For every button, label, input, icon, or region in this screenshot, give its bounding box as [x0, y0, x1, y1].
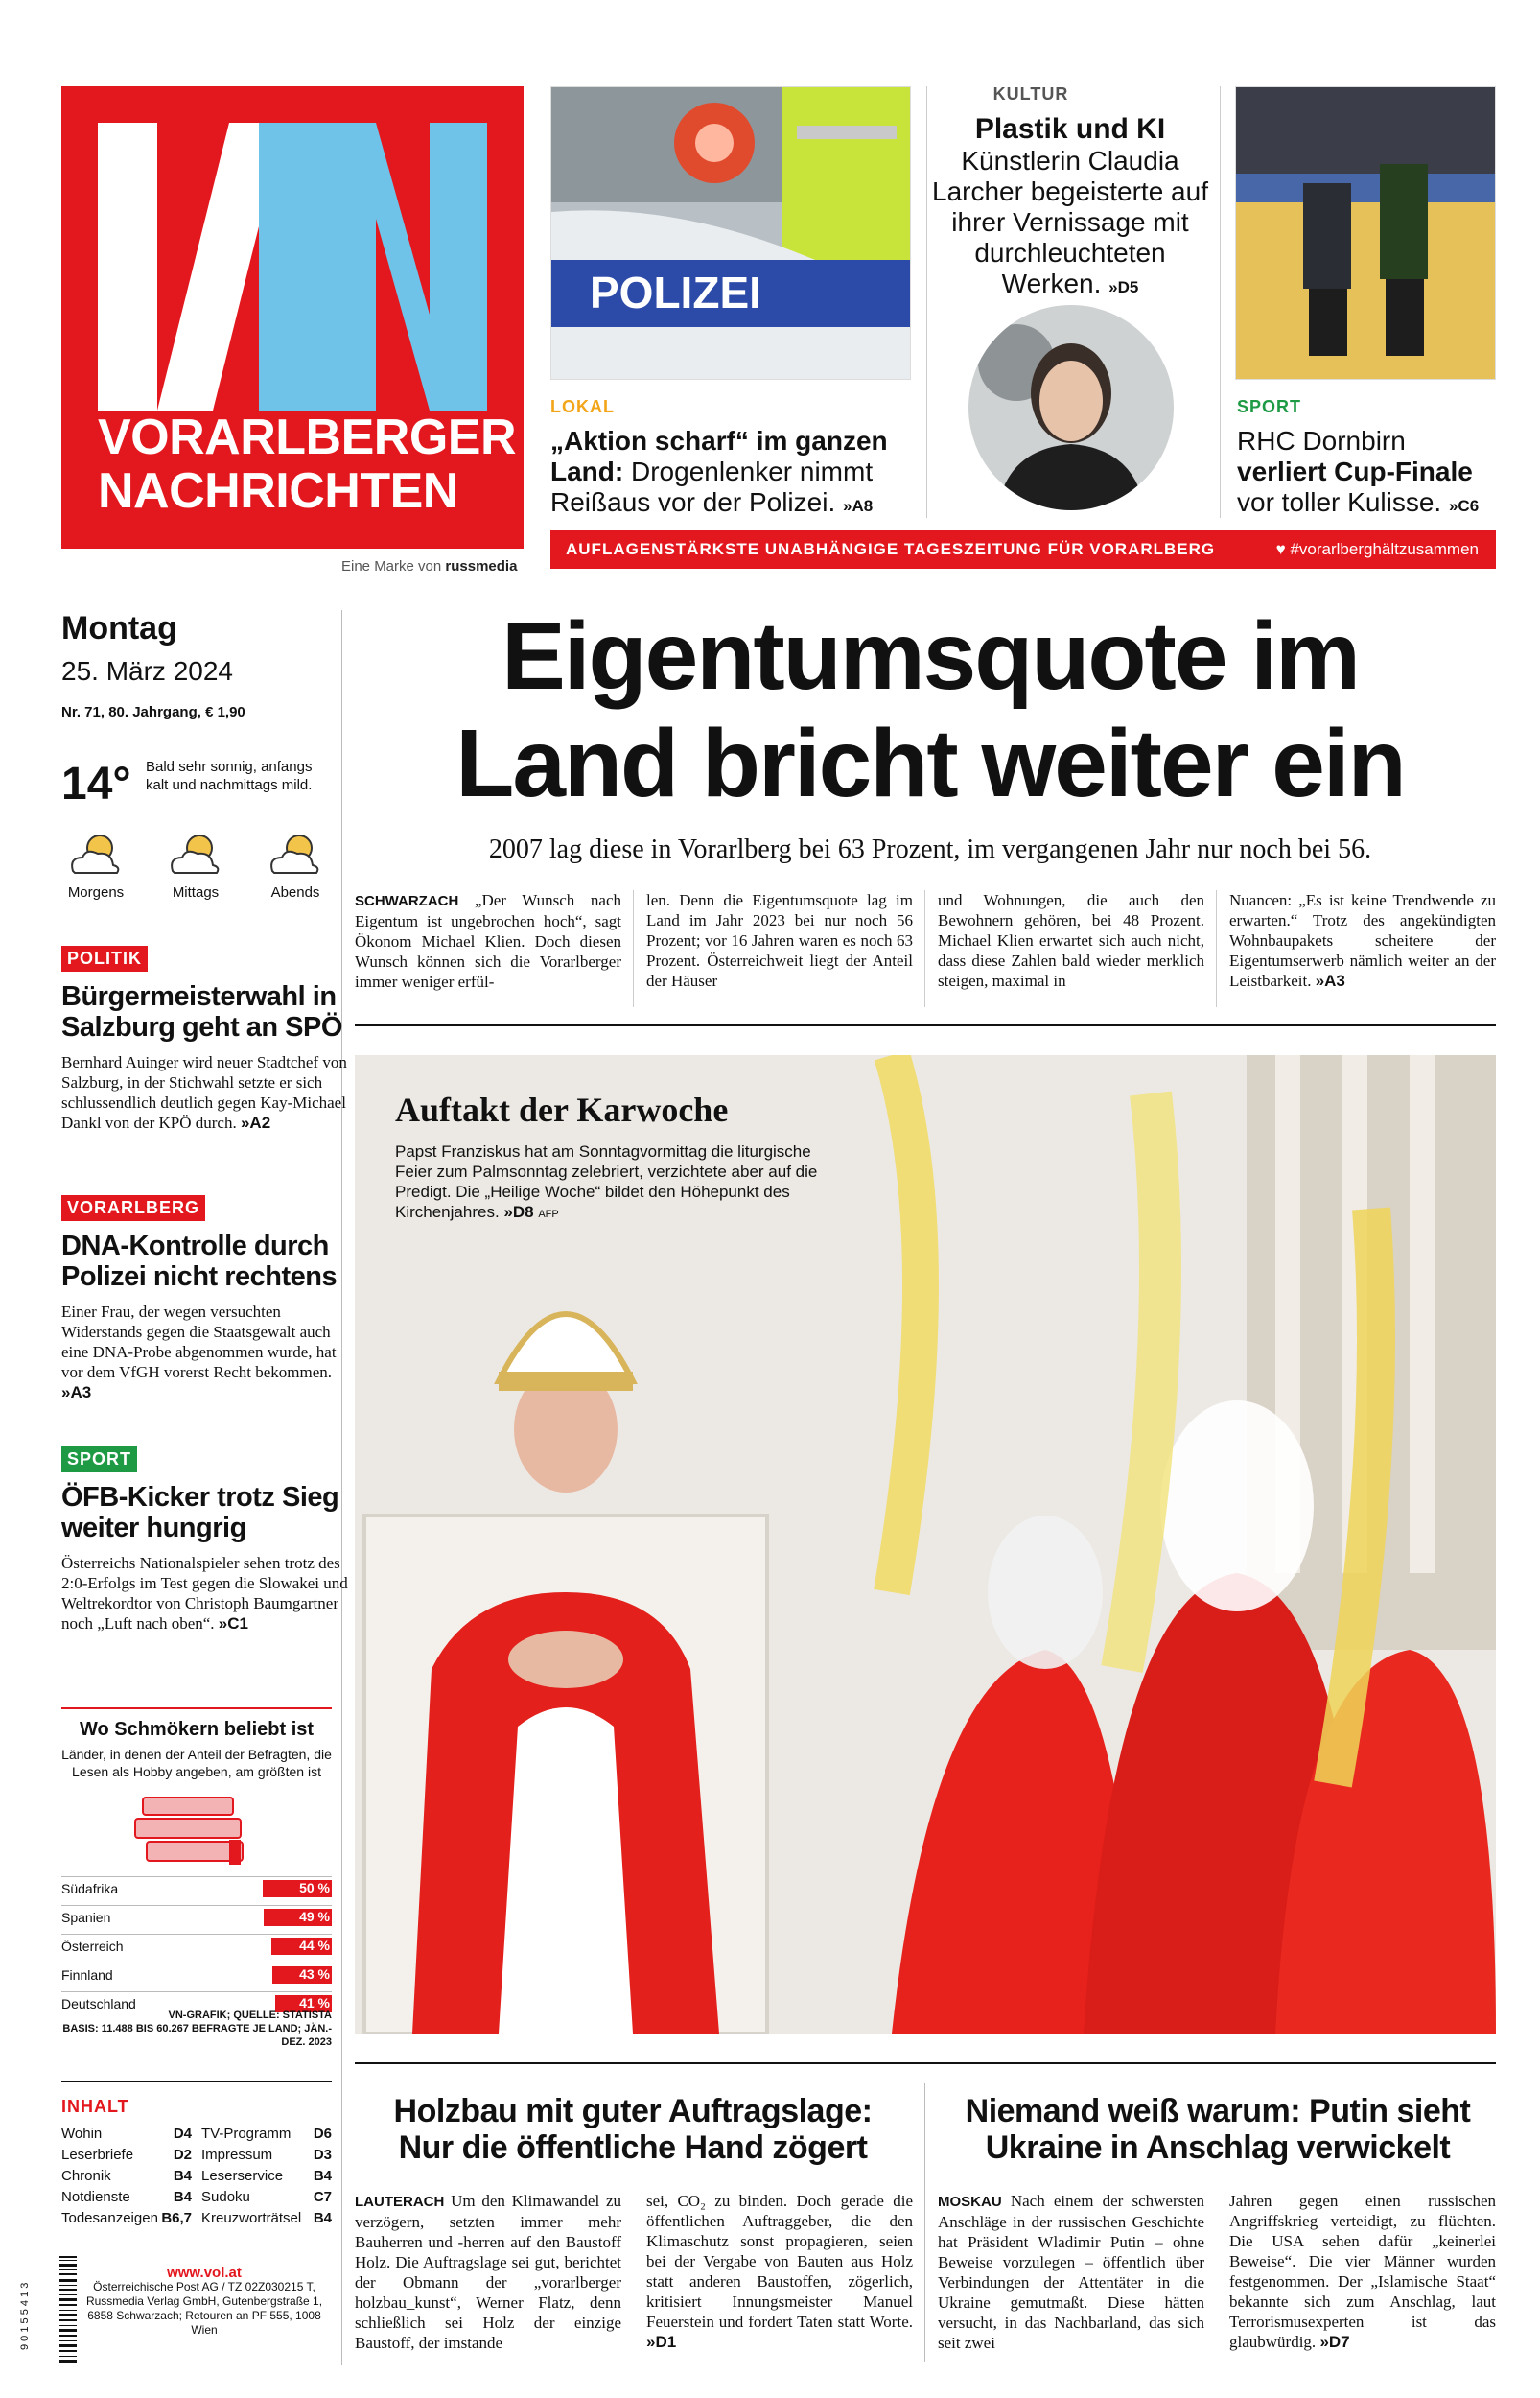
weather-text: Bald sehr sonnig, anfangs kalt und nachmittags mild. [146, 759, 313, 793]
toc-label: Todesanzeigen [61, 2210, 158, 2226]
toc-item[interactable] [201, 2210, 332, 2229]
toc-item[interactable] [61, 2147, 192, 2166]
section-label-politik: POLITIK [61, 946, 148, 972]
bottom-right-column-2: Jahren gegen einen russischen Angriffskrieg verteidigt, zu flüchten. Die USA sehen dafür „keinerlei Beweise“. Die vier Männer wurden festgenommen. Der „Islamische Staat“ bekannte sich zum Anschlag, laut Terrorismusexperten ist das glaubwürdig. »D7 [1229, 2192, 1496, 2351]
date: 25. März 2024 [61, 656, 233, 686]
chart-row [61, 1934, 332, 1957]
site-link[interactable]: www.vol.at [167, 2265, 242, 2281]
chart-category-label: Südafrika [61, 1881, 119, 1896]
section-label-sport: SPORT [61, 1446, 137, 1472]
toc-label: Wohin [61, 2126, 103, 2142]
side-story-head: DNA-Kontrolle durch Polizei nicht rechtens [61, 1231, 338, 1292]
bottom-right-column-1: MOSKAU Nach einem der schwersten Anschläge in der russischen Geschichte hat Präsident Wladimir Putin – ohne Beweise vorzulegen – öffentlich über Verbindungen der Attentäter in die Ukraine gemutmaßt. Diese hätten versucht, in das Nachbarland, das sich seit zwei [938, 2192, 1204, 2352]
toc-label: Leserbriefe [61, 2147, 134, 2163]
chart-row [61, 1876, 332, 1899]
photo-title[interactable]: Auftakt der Karwoche [395, 1091, 729, 1129]
side-story-body: Bernhard Auinger wird neuer Stadtchef von Salzburg, in der Stichwahl setzte er sich schlussendlich deutlich gegen Kay-Michael Dankl von der KPÖ durch. »A2 [61, 1053, 347, 1132]
chart-value-label: 44 % [299, 1938, 330, 1953]
chart-row [61, 1905, 332, 1928]
toc-item[interactable] [61, 2126, 192, 2145]
side-story-body: Österreichs Nationalspieler sehen trotz des 2:0-Erfolgs im Test gegen die Slowakei und Weltrekordtor von Christoph Baumgartner noch „Luft nach oben“. »C1 [61, 1554, 348, 1633]
sport-kicker: SPORT [1237, 397, 1302, 416]
toc-label: TV-Programm [201, 2126, 292, 2142]
rollhockey-photo [1235, 86, 1496, 380]
toc-page: B4 [173, 2168, 192, 2184]
lead-headline[interactable]: Eigentumsquote im Land bricht weiter ein [455, 602, 1405, 817]
teaser-divider [1220, 86, 1221, 518]
chart-value-label: 43 % [299, 1966, 330, 1982]
toc-label: Chronik [61, 2168, 111, 2184]
books-icon [129, 1792, 254, 1873]
chart-subtitle: Länder, in denen der Anteil der Befragten, die Lesen als Hobby angeben, am größten ist [61, 1747, 332, 1779]
bottom-right-headline[interactable]: Niemand weiß warum: Putin sieht Ukraine in Anschlag verwickelt [965, 2093, 1471, 2166]
toc-item[interactable] [201, 2189, 332, 2208]
masthead-logo [61, 86, 524, 549]
toc-item[interactable] [201, 2126, 332, 2145]
side-story-head: ÖFB-Kicker trotz Sieg weiter hungrig [61, 1482, 339, 1543]
toc-label: Sudoku [201, 2189, 250, 2205]
kultur-head[interactable]: Plastik und KI [974, 113, 1166, 145]
bottom-left-headline[interactable]: Holzbau mit guter Auftragslage: Nur die öffentliche Hand zögert [393, 2093, 873, 2166]
sun-cloud-icon [261, 827, 330, 881]
kultur-kicker: KULTUR [992, 84, 1069, 104]
toc-page: D6 [313, 2126, 332, 2142]
weather-forecast [61, 827, 332, 913]
weather-morning: Morgens [61, 827, 130, 901]
chart-category-label: Österreich [61, 1939, 124, 1954]
bottom-left-column-1: LAUTERACH Um den Klimawandel zu verzögern, setzten immer mehr Bauherren und -herren auf den Baustoff Holz. Die Auftragslage sei gut, berichtet der Obmann der „vorarlberger holzbau_kunst“, Werner Flatz, denn schließlich sei Holz der einzige Baustoff, der imstande [355, 2192, 621, 2352]
sun-cloud-icon [61, 827, 130, 881]
lokal-teaser[interactable]: „Aktion scharf“ im ganzen Land: Drogenlenker nimmt Reißaus vor der Polizei. »A8 [550, 426, 888, 517]
temperature: 14° [61, 759, 131, 810]
toc-label: Impressum [201, 2147, 273, 2163]
toc-label: Kreuzworträtsel [201, 2210, 302, 2226]
side-story-head: Bürgermeisterwahl in Salzburg geht an SPÖ [61, 981, 342, 1043]
side-story-sport[interactable] [61, 1446, 349, 1634]
lead-column-2: len. Denn die Eigentumsquote lag im Land im Jahr 2023 bei nur noch 56 Prozent; vor 16 Jahren waren es noch 63 Prozent. Österreichweit liegt der Anteil der Häuser [646, 891, 913, 990]
lead-column-3: und Wohnungen, die auch den Bewohnern gehören, bei 48 Prozent. Michael Klien erwartet sich auch nicht, dass diese Zahlen bald wieder merklich steigen, maximal in [938, 891, 1204, 990]
sun-cloud-icon [161, 827, 230, 881]
toc-item[interactable] [61, 2210, 192, 2229]
toc-item[interactable] [61, 2189, 192, 2208]
section-label-vorarlberg: VORARLBERG [61, 1195, 205, 1221]
toc-label: Leserservice [201, 2168, 284, 2184]
chart-category-label: Finnland [61, 1967, 113, 1983]
weather-evening: Abends [261, 827, 330, 901]
slogan-bar: AUFLAGENSTÄRKSTE UNABHÄNGIGE TAGESZEITUNG FÜR VORARLBERG ♥ #vorarlberghältzusammen [550, 530, 1496, 569]
side-story-body: Einer Frau, der wegen versuchten Widerstands gegen die Staatsgewalt auch eine DNA-Probe abgenommen wurde, hat vor dem VfGH vorerst Recht bekommen. »A3 [61, 1303, 337, 1401]
lokal-kicker: LOKAL [550, 397, 615, 416]
police-photo [550, 86, 911, 380]
chart-row [61, 1963, 332, 1986]
chart-value-label: 50 % [299, 1880, 330, 1895]
kultur-teaser[interactable]: Künstlerin Claudia Larcher begeisterte auf ihrer Vernissage mit durchleuchteten Werken. »D5 [932, 146, 1208, 298]
lead-column-4: Nuancen: „Es ist keine Trendwende zu erwarten.“ Trotz des angekündigten Wohnbaupakets scheitere der Eigentumserwerb nämlich weiter an der Leistbarkeit. »A3 [1229, 891, 1496, 990]
sport-teaser[interactable]: RHC Dornbirn verliert Cup-Finale vor toller Kulisse. »C6 [1237, 426, 1480, 517]
brand-note: Eine Marke von russmedia [341, 558, 518, 575]
toc-page: B4 [173, 2189, 192, 2205]
toc-page: B4 [313, 2168, 332, 2184]
police-label: POLIZEI [590, 268, 761, 317]
weather-midday: Mittags [161, 827, 230, 901]
toc-page: C7 [313, 2189, 332, 2205]
lead-column-1: SCHWARZACH „Der Wunsch nach Eigentum ist ungebrochen hoch“, sagt Ökonom Michael Klien. Doch diesen Wunsch können sich die Vorarlberger immer weniger erfül- [355, 891, 621, 991]
lead-subline: 2007 lag diese in Vorarlberg bei 63 Prozent, im vergangenen Jahr nur noch bei 56. [488, 835, 1372, 864]
chart-value-label: 49 % [299, 1909, 330, 1924]
vn-logo-icon [98, 123, 487, 411]
chart-source: VN-GRAFIK; QUELLE: STATISTA BASIS: 11.488 BIS 60.267 BEFRAGTE JE LAND; JÄN.-DEZ. 2023 [62, 2010, 332, 2048]
barcode: 9 0 1 5 5 4 1 3 [58, 2254, 79, 2365]
toc-page: D4 [173, 2126, 192, 2142]
toc-page: B6,7 [161, 2210, 192, 2226]
masthead-name: VORARLBERGER NACHRICHTEN [98, 410, 517, 519]
teaser-divider [926, 86, 927, 518]
contents-title: INHALT [61, 2097, 129, 2116]
imprint: www.vol.at Österreichische Post AG / TZ 02Z030215 T, Russmedia Verlag GmbH, Gutenbergstraße 1, 6858 Schwarzach; Retouren an PF 555, 1008 Wien [82, 2266, 326, 2338]
side-story-vorarlberg[interactable] [61, 1195, 349, 1402]
chart-category-label: Spanien [61, 1910, 111, 1925]
toc-item[interactable] [61, 2168, 192, 2187]
toc-page: B4 [313, 2210, 332, 2226]
hashtag[interactable]: ♥ #vorarlberghältzusammen [1275, 540, 1479, 558]
toc-item[interactable] [201, 2147, 332, 2166]
toc-page: D2 [173, 2147, 192, 2163]
chart-category-label: Deutschland [61, 1996, 136, 2011]
toc-item[interactable] [201, 2168, 332, 2187]
heart-icon: ♥ [1275, 540, 1286, 558]
toc-page: D3 [313, 2147, 332, 2163]
weekday: Montag [61, 610, 177, 647]
bottom-left-column-2: sei, CO₂ zu binden. Doch gerade die öffentlichen Auftraggeber, die den Klimaschutz sonst propagieren, seien bei der Vergabe von Bauten aus Holz statt anderen Baustoffen, zögerlich, kritisiert Innungsmeister Manuel Feuerstein und fordert Taten statt Worte. »D1 [646, 2192, 913, 2351]
photo-caption: Papst Franziskus hat am Sonntagvormittag die liturgische Feier zum Palmsonntag zelebriert, verzichtete aber auf die Predigt. Die „Heilige Woche“ bildet den Höhepunkt des Kirchenjahres. »D8 AFP [395, 1142, 818, 1221]
side-story-politik[interactable] [61, 946, 349, 1133]
issue-info: Nr. 71, 80. Jahrgang, € 1,90 [61, 704, 245, 720]
artist-portrait [968, 305, 1174, 510]
chart-title: Wo Schmökern beliebt ist [79, 1719, 315, 1740]
chart-value-label: 41 % [299, 1995, 330, 2010]
toc-label: Notdienste [61, 2189, 130, 2205]
